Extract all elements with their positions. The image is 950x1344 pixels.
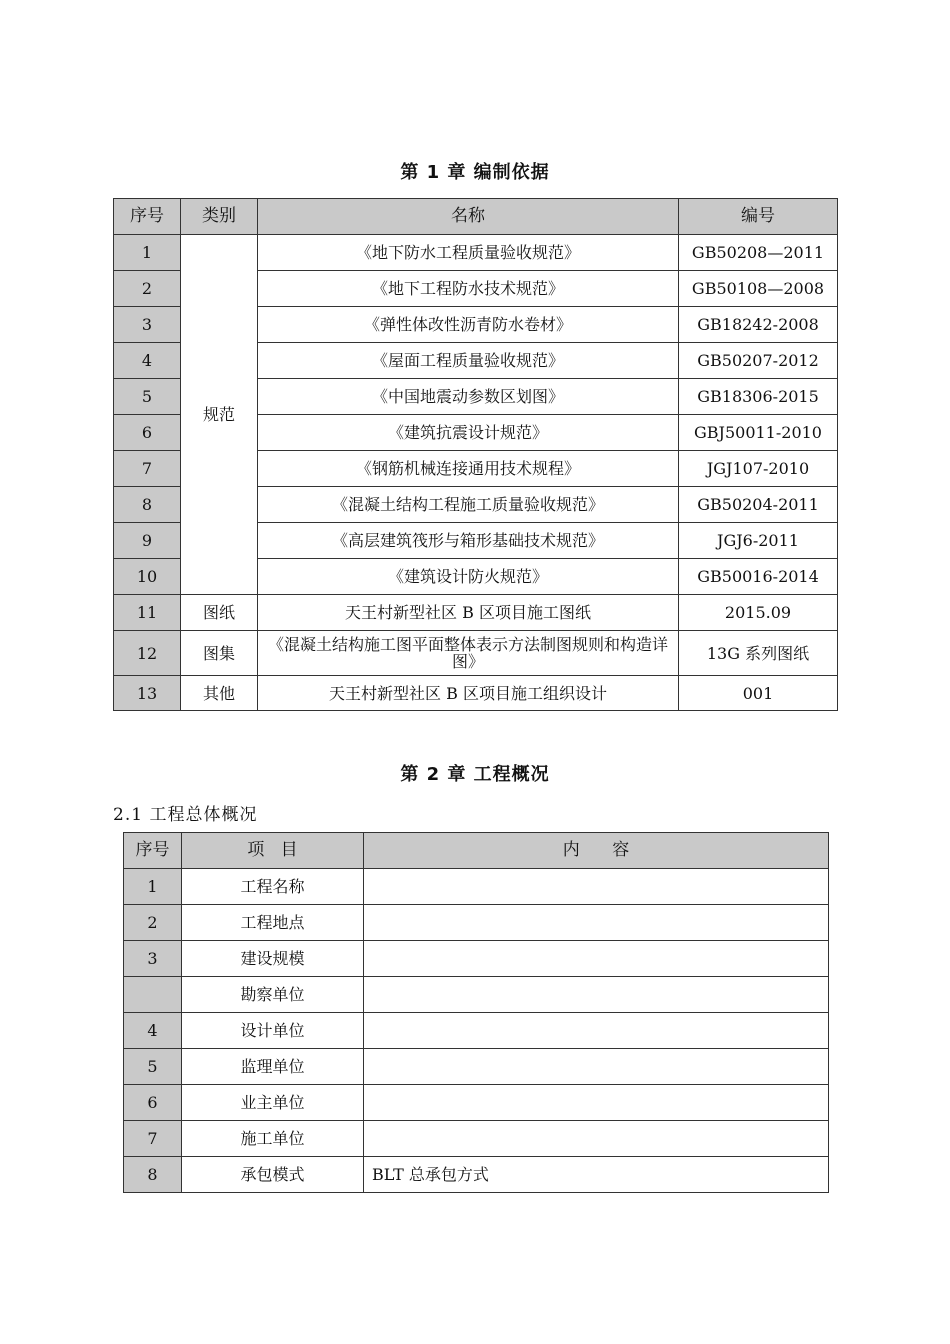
row-item: 设计单位 bbox=[182, 1013, 364, 1049]
row-item: 业主单位 bbox=[182, 1085, 364, 1121]
table-row bbox=[124, 1049, 829, 1085]
row-no: 7 bbox=[114, 451, 181, 487]
row-no: 4 bbox=[114, 343, 181, 379]
row-no: 12 bbox=[114, 631, 181, 676]
row-code: 2015.09 bbox=[679, 595, 838, 631]
header-code: 编号 bbox=[679, 199, 838, 235]
row-code: GB50204-2011 bbox=[679, 487, 838, 523]
row-no: 10 bbox=[114, 559, 181, 595]
row-content: BLT 总承包方式 bbox=[364, 1157, 829, 1193]
header-content: 内 容 bbox=[364, 833, 829, 869]
row-no: 6 bbox=[114, 415, 181, 451]
row-no: 1 bbox=[114, 235, 181, 271]
row-no: 5 bbox=[114, 379, 181, 415]
chapter2-title: 第 2 章 工程概况 bbox=[400, 764, 550, 785]
row-no: 11 bbox=[114, 595, 181, 631]
header-category: 类别 bbox=[181, 199, 258, 235]
table-row bbox=[124, 1013, 829, 1049]
row-no: 3 bbox=[114, 307, 181, 343]
row-content bbox=[364, 1013, 829, 1049]
row-no: 5 bbox=[124, 1049, 182, 1085]
row-name: 《弹性体改性沥青防水卷材》 bbox=[258, 307, 679, 343]
row-no: 6 bbox=[124, 1085, 182, 1121]
row-no: 7 bbox=[124, 1121, 182, 1157]
row-name: 《屋面工程质量验收规范》 bbox=[258, 343, 679, 379]
header-name: 名称 bbox=[258, 199, 679, 235]
row-no: 1 bbox=[124, 869, 182, 905]
overview-table-header bbox=[124, 833, 829, 869]
table-row bbox=[114, 676, 838, 711]
row-no: 9 bbox=[114, 523, 181, 559]
header-item: 项 目 bbox=[182, 833, 364, 869]
overview-table bbox=[123, 832, 829, 1193]
row-no: 8 bbox=[114, 487, 181, 523]
basis-table bbox=[113, 198, 838, 711]
row-no: 2 bbox=[124, 905, 182, 941]
row-code: JGJ6-2011 bbox=[679, 523, 838, 559]
row-no bbox=[124, 977, 182, 1013]
header-no: 序号 bbox=[124, 833, 182, 869]
row-category: 图纸 bbox=[181, 595, 258, 631]
row-no: 3 bbox=[124, 941, 182, 977]
row-content bbox=[364, 905, 829, 941]
row-name: 《中国地震动参数区划图》 bbox=[258, 379, 679, 415]
row-content bbox=[364, 1121, 829, 1157]
row-content bbox=[364, 941, 829, 977]
row-name: 《地下防水工程质量验收规范》 bbox=[258, 235, 679, 271]
row-name: 《建筑设计防火规范》 bbox=[258, 559, 679, 595]
table-row bbox=[124, 1157, 829, 1193]
row-name: 《钢筋机械连接通用技术规程》 bbox=[258, 451, 679, 487]
table-row bbox=[124, 941, 829, 977]
row-code: JGJ107-2010 bbox=[679, 451, 838, 487]
row-name: 《建筑抗震设计规范》 bbox=[258, 415, 679, 451]
row-code: 001 bbox=[679, 676, 838, 711]
row-item: 承包模式 bbox=[182, 1157, 364, 1193]
row-content bbox=[364, 869, 829, 905]
row-code: 13G 系列图纸 bbox=[679, 631, 838, 676]
row-item: 工程地点 bbox=[182, 905, 364, 941]
chapter1-title: 第 1 章 编制依据 bbox=[400, 162, 550, 183]
row-name: 《混凝土结构施工图平面整体表示方法制图规则和构造详图》 bbox=[258, 631, 679, 676]
row-code: GB18306-2015 bbox=[679, 379, 838, 415]
row-code: GBJ50011-2010 bbox=[679, 415, 838, 451]
row-name: 天王村新型社区 B 区项目施工图纸 bbox=[258, 595, 679, 631]
row-content bbox=[364, 977, 829, 1013]
table-row bbox=[124, 977, 829, 1013]
row-name: 《混凝土结构工程施工质量验收规范》 bbox=[258, 487, 679, 523]
row-item: 勘察单位 bbox=[182, 977, 364, 1013]
row-no: 8 bbox=[124, 1157, 182, 1193]
row-item: 监理单位 bbox=[182, 1049, 364, 1085]
header-no: 序号 bbox=[114, 199, 181, 235]
table-row bbox=[114, 595, 838, 631]
table-row bbox=[124, 1085, 829, 1121]
row-no: 13 bbox=[114, 676, 181, 711]
row-item: 建设规模 bbox=[182, 941, 364, 977]
row-item: 工程名称 bbox=[182, 869, 364, 905]
row-name: 天王村新型社区 B 区项目施工组织设计 bbox=[258, 676, 679, 711]
row-no: 2 bbox=[114, 271, 181, 307]
row-code: GB50016-2014 bbox=[679, 559, 838, 595]
row-name: 《高层建筑筏形与箱形基础技术规范》 bbox=[258, 523, 679, 559]
basis-table-header bbox=[114, 199, 838, 235]
table-row bbox=[114, 631, 838, 676]
row-category: 图集 bbox=[181, 631, 258, 676]
category-cell: 规范 bbox=[181, 235, 258, 595]
row-code: GB50108—2008 bbox=[679, 271, 838, 307]
row-code: GB50207-2012 bbox=[679, 343, 838, 379]
row-category: 其他 bbox=[181, 676, 258, 711]
table-row bbox=[124, 869, 829, 905]
row-content bbox=[364, 1085, 829, 1121]
table-row bbox=[114, 235, 838, 271]
table-row bbox=[124, 905, 829, 941]
row-item: 施工单位 bbox=[182, 1121, 364, 1157]
table-row bbox=[124, 1121, 829, 1157]
row-code: GB50208—2011 bbox=[679, 235, 838, 271]
section-title: 2.1 工程总体概况 bbox=[113, 805, 258, 825]
row-code: GB18242-2008 bbox=[679, 307, 838, 343]
row-no: 4 bbox=[124, 1013, 182, 1049]
row-content bbox=[364, 1049, 829, 1085]
row-name: 《地下工程防水技术规范》 bbox=[258, 271, 679, 307]
